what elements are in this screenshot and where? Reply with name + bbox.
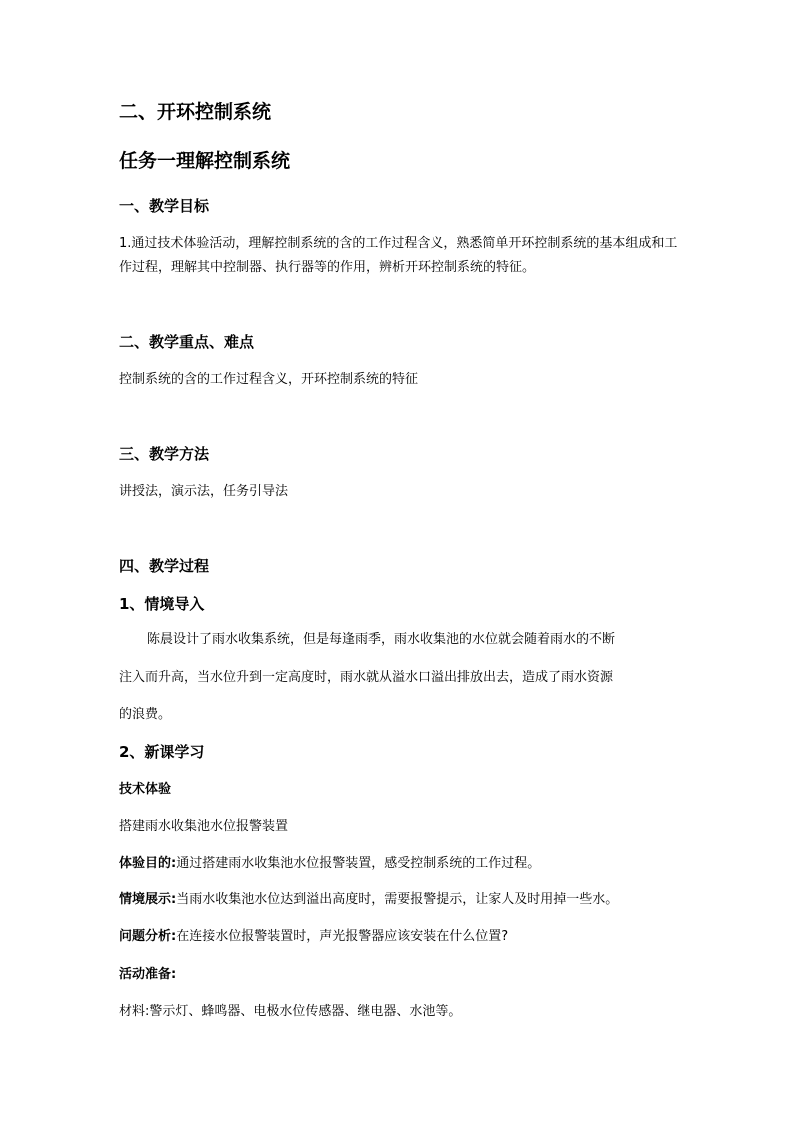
section-3-body: 讲授法，演示法，任务引导法 [119,484,289,499]
goal-label: 体验目的: [119,856,177,871]
section-2-title: 二、教学重点、难点 [119,333,255,351]
build-task: 搭建雨水收集池水位报警装置 [119,819,289,834]
section-1-body: 1.通过技术体验活动，理解控制系统的含的工作过程含义，熟悉简单开环控制系统的基本组成和工作过程，理解其中控制器、执行器等的作用，辨析开环控制系统的特征。 [119,236,678,275]
heading-task: 任务一理解控制系统 [119,150,291,172]
scene-text: 当雨水收集池水位达到溢出高度时，需要报警提示，让家人及时用掉一些水。 [176,892,619,907]
section-4-title: 四、教学过程 [119,557,210,575]
experience-goal [119,854,679,874]
section-2-body: 控制系统的含的工作过程含义，开环控制系统的特征 [119,372,419,387]
intro-line-3: 的浪费。 [119,707,172,722]
materials-list: 材料:警示灯、蜂鸣器、电极水位传感器、继电器、水池等。 [119,1004,462,1019]
goal-text: 通过搭建雨水收集池水位报警装置，感受控制系统的工作过程。 [176,856,541,871]
subsection-1-title: 1、情境导入 [119,595,205,613]
problem-analysis [119,927,679,947]
section-3-title: 三、教学方法 [119,445,210,463]
heading-main: 二、开环控制系统 [119,101,272,123]
intro-line-2: 注入而升高，当水位升到一定高度时，雨水就从溢水口溢出排放出去，造成了雨水资源 [119,670,614,685]
section-1-title: 一、教学目标 [119,197,210,215]
subsection-2-title: 2、新课学习 [119,743,205,761]
activity-prep-label: 活动准备: [119,967,177,982]
scene-label: 情境展示: [119,892,177,907]
intro-line-1: 陈晨设计了雨水收集系统，但是每逢雨季，雨水收集池的水位就会随着雨水的不断 [147,632,616,647]
tech-experience-label: 技术体验 [119,782,172,797]
problem-text: 在连接水位报警装置时，声光报警器应该安装在什么位置? [176,929,509,944]
problem-label: 问题分析: [119,929,177,944]
scenario [119,890,679,910]
